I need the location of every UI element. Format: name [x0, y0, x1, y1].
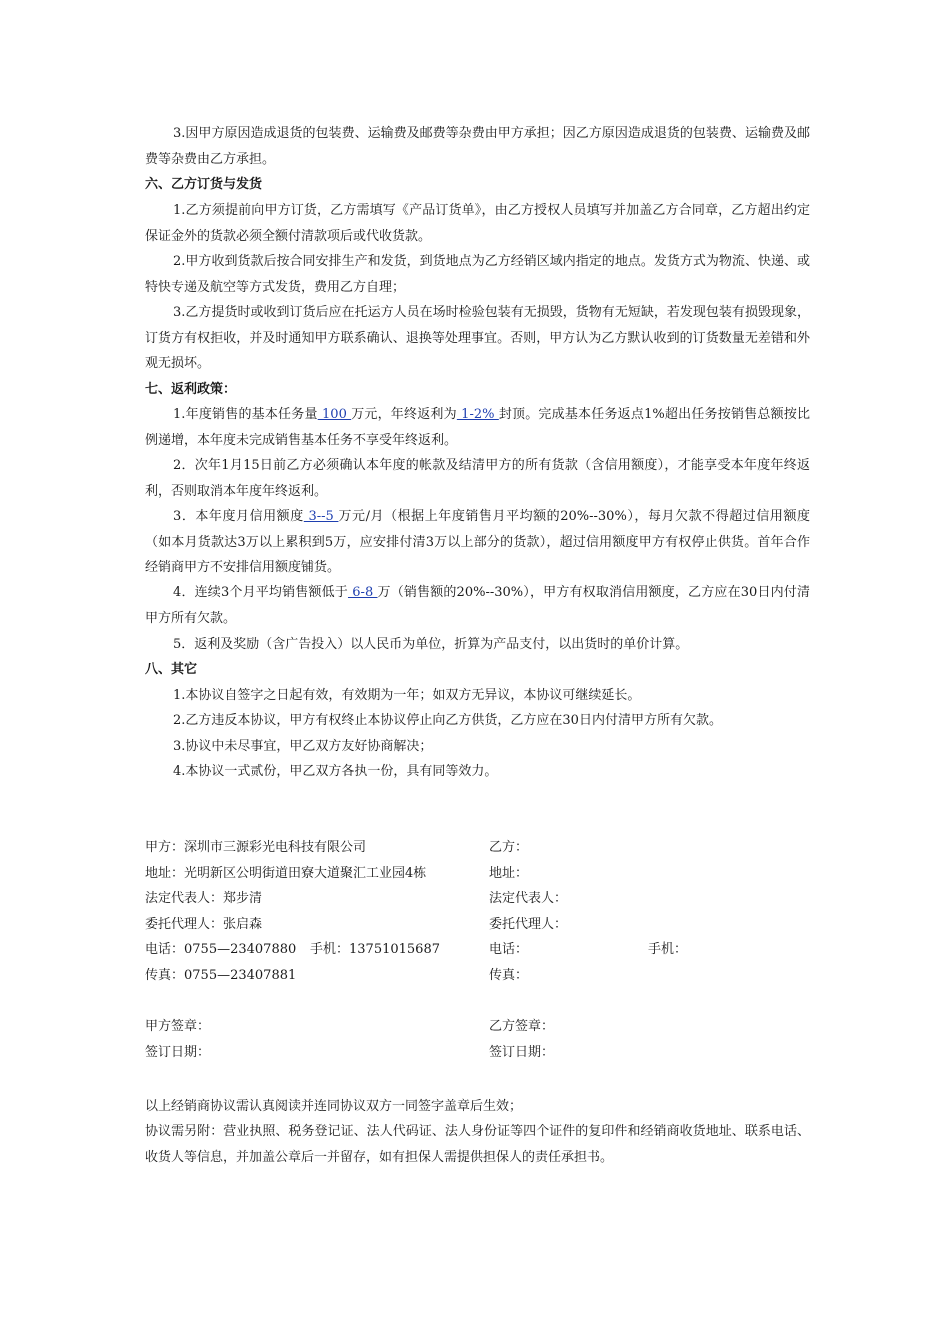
clause-6-3: 3.乙方提货时或收到订货后应在托运方人员在场时检验包装有无损毁，货物有无短缺，若发现包装有损毁现象，订货方有权拒收，并及时通知甲方联系确认、退换等处理事宜。否则，甲方认为乙方默认收到的订货数量无差错和外观无损坏。 — [145, 305, 810, 371]
clause-7-1-text-c: 封顶。完成基本任务返点1%超出任务按销售总额按比例递增，本年度未完成销售基本任务不享受年终返利。 — [145, 407, 810, 448]
clause-7-4-text-b: 万（销售额的20%--30%），甲方有权取消信用额度，乙方应在30日内付清甲方所有欠款。 — [145, 585, 810, 626]
credit-limit-value: 3--5 — [303, 509, 339, 524]
party-b-name: 乙方： — [489, 840, 529, 855]
party-a-agent: 委托代理人：张启森 — [145, 917, 263, 932]
clause-5-3: 3.因甲方原因造成退货的包装费、运输费及邮费等杂费由甲方承担；因乙方原因造成退货的包装费、运输费及邮费等杂费由乙方承担。 — [145, 126, 810, 167]
party-a-legal-rep: 法定代表人：郑步清 — [145, 891, 263, 906]
clause-8-2: 2.乙方违反本协议，甲方有权终止本协议停止向乙方供货，乙方应在30日内付清甲方所有欠款。 — [173, 713, 722, 728]
clause-7-4 — [145, 580, 810, 631]
clause-7-5: 5．返利及奖励（含广告投入）以人民币为单位，折算为产品支付，以出货时的单价计算。 — [173, 637, 689, 652]
clause-6-2: 2.甲方收到货款后按合同安排生产和发货，到货地点为乙方经销区域内指定的地点。发货方式为物流、快递、或特快专递及航空等方式发货，费用乙方自理； — [145, 254, 810, 295]
clause-7-2: 2．次年1月15日前乙方必须确认本年度的帐款及结清甲方的所有货款（含信用额度），才能享受本年度年终返利，否则取消本年度年终返利。 — [145, 458, 810, 499]
party-a-fax: 传真：0755—23407881 — [145, 968, 297, 983]
party-a-address: 地址：光明新区公明街道田寮大道聚汇工业园4栋 — [145, 866, 427, 881]
clause-7-1 — [145, 402, 810, 453]
party-b-legal-rep: 法定代表人： — [489, 891, 568, 906]
party-b-address: 地址： — [489, 866, 529, 881]
clause-7-3-text-a: 3．本年度月信用额度 — [173, 509, 304, 524]
min-sales-value: 6-8 — [347, 585, 378, 600]
section-6-heading: 六、乙方订货与发货 — [145, 177, 263, 192]
party-b-sign-date: 签订日期： — [489, 1045, 555, 1060]
clause-8-4: 4.本协议一式贰份，甲乙双方各执一份，具有同等效力。 — [173, 764, 498, 779]
party-a-phone: 电话：0755—23407880 — [145, 942, 297, 957]
clause-7-3 — [145, 504, 810, 581]
clause-7-4-text-a: 4．连续3个月平均销售额低于 — [173, 585, 348, 600]
party-b-seal: 乙方签章： — [489, 1019, 555, 1034]
party-b-agent: 委托代理人： — [489, 917, 568, 932]
clause-6-1: 1.乙方须提前向甲方订货，乙方需填写《产品订货单》，由乙方授权人员填写并加盖乙方合同章，乙方超出约定保证金外的货款必须全额付清款项后或代收货款。 — [145, 203, 810, 244]
party-a-sign-date: 签订日期： — [145, 1045, 211, 1060]
clause-8-3: 3.协议中未尽事宜，甲乙双方友好协商解决； — [173, 739, 433, 754]
footer-note-2: 协议需另附：营业执照、税务登记证、法人代码证、法人身份证等四个证件的复印件和经销商收货地址、联系电话、收货人等信息，并加盖公章后一并留存，如有担保人需提供担保人的责任承担书。 — [145, 1124, 810, 1165]
party-b-fax: 传真： — [489, 968, 529, 983]
footer-note-1: 以上经销商协议需认真阅读并连同协议双方一同签字盖章后生效； — [145, 1099, 523, 1114]
party-b-phone: 电话： — [489, 942, 529, 957]
party-b-mobile: 手机： — [648, 942, 688, 957]
clause-8-1: 1.本协议自签字之日起有效，有效期为一年；如双方无异议，本协议可继续延长。 — [173, 688, 641, 703]
party-a-seal: 甲方签章： — [145, 1019, 211, 1034]
party-a-name: 甲方：深圳市三源彩光电科技有限公司 — [145, 840, 367, 855]
clause-7-1-text-a: 1.年度销售的基本任务量 — [173, 407, 318, 422]
rebate-rate-value: 1-2% — [456, 407, 499, 422]
clause-7-3-text-b: 万元/月（根据上年度销售月平均额的20%--30%），每月欠款不得超过信用额度（如本月货款达3万以上累积到5万，应安排付清3万以上部分的货款），超过信用额度甲方有权停止供货。首年合作经销商甲方不安排信用额度铺货。 — [145, 509, 810, 575]
party-a-mobile: 手机：13751015687 — [310, 942, 440, 957]
annual-target-value: 100 — [317, 407, 352, 422]
clause-7-1-text-b: 万元，年终返利为 — [351, 407, 457, 422]
section-8-heading: 八、其它 — [145, 662, 198, 677]
section-7-heading: 七、返利政策： — [145, 382, 237, 397]
